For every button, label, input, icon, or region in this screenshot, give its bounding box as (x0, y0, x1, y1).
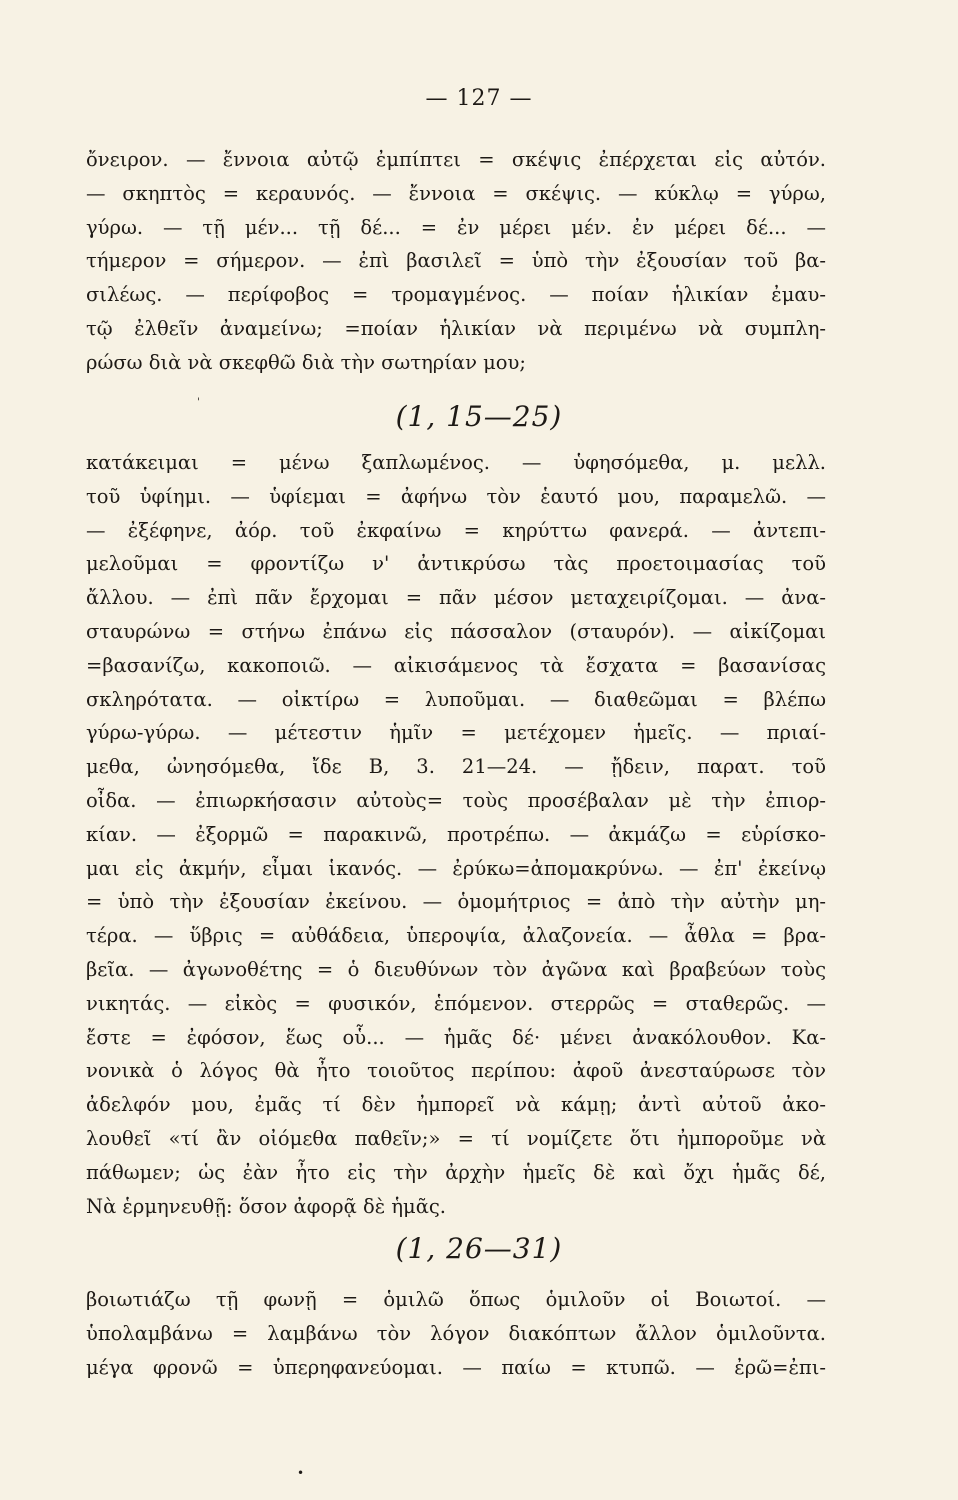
text-line: νικητάς. — εἰκὸς = φυσικόν, ἑπόμενον. στερρῶς = σταθερῶς. — (86, 991, 826, 1015)
text-line: Νὰ ἑρμηνευθῇ: ὅσον ἀφορᾷ δὲ ἡμᾶς. (86, 1194, 446, 1218)
text-line: — ἐξέφηνε, ἀόρ. τοῦ ἐκφαίνω = κηρύττω φανερά. — ἀντεπι- (86, 518, 826, 542)
text-line: =βασανίζω, κακοποιῶ. — αἰκισάμενος τὰ ἔσχατα = βασανίσας (86, 653, 826, 677)
glossary-section-3 (86, 1283, 826, 1384)
text-line: γύρω-γύρω. — μέτεστιν ἡμῖν = μετέχομεν ἡμεῖς. — πριαί- (86, 721, 826, 745)
text-line: πάθωμεν; ὡς ἐὰν ἦτο εἰς τὴν ἀρχὴν ἡμεῖς δὲ καὶ ὄχι ἡμᾶς δέ, (86, 1160, 826, 1184)
text-line: λουθεῖ «τί ἂν οἰόμεθα παθεῖν;» = τί νομίζετε ὅτι ἠμποροῦμε νὰ (86, 1126, 826, 1150)
text-line: τήμερον = σήμερον. — ἐπὶ βασιλεῖ = ὑπὸ τὴν ἐξουσίαν τοῦ βα- (86, 249, 826, 273)
glossary-section-1 (86, 143, 826, 380)
text-line: γύρω. — τῇ μέν... τῇ δέ... = ἐν μέρει μέν. ἐν μέρει δέ... — (86, 215, 826, 239)
section-heading: (1, 26—31) (395, 1232, 563, 1265)
text-line: οἶδα. — ἐπιωρκήσασιν αὐτοὺς= τοὺς προσέβαλαν μὲ τὴν ἐπιορ- (86, 788, 826, 812)
text-line: ὄνειρον. — ἔννοια αὐτῷ ἐμπίπτει = σκέψις ἐπέρχεται εἰς αὐτόν. (86, 148, 826, 171)
text-line: μελοῦμαι = φροντίζω ν' ἀντικρύσω τὰς προετοιμασίας τοῦ (86, 552, 826, 576)
text-line: ἀδελφόν μου, ἐμᾶς τί δὲν ἠμπορεῖ νὰ κάμῃ; ἀντὶ αὐτοῦ ἀκο- (86, 1093, 826, 1117)
text-line: βεῖα. — ἀγωνοθέτης = ὁ διευθύνων τὸν ἀγῶνα καὶ βραβεύων τοὺς (86, 957, 826, 981)
text-line: τέρα. — ὕβρις = αὐθάδεια, ὑπεροψία, ἀλαζονεία. — ἆθλα = βρα- (86, 924, 826, 948)
text-line: κίαν. — ἐξορμῶ = παρακινῶ, προτρέπω. — ἀκμάζω = εὑρίσκο- (86, 822, 826, 846)
text-line: τοῦ ὑφίημι. — ὑφίεμαι = ἀφήνω τὸν ἑαυτό μου, παραμελῶ. — (86, 484, 826, 508)
text-line: σκληρότατα. — οἰκτίρω = λυποῦμαι. — διαθεῶμαι = βλέπω (86, 687, 826, 711)
text-line: ἄλλου. — ἐπὶ πᾶν ἔρχομαι = πᾶν μέσον μεταχειρίζομαι. — ἀνα- (86, 586, 826, 610)
text-line: — σκηπτὸς = κεραυνός. — ἔννοια = σκέψις. — κύκλῳ = γύρω, (86, 181, 826, 205)
text-line: κατάκειμαι = μένω ξαπλωμένος. — ὑφησόμεθα, μ. μελλ. (86, 451, 826, 474)
text-line: μεθα, ὠνησόμεθα, ἴδε Β, 3. 21—24. — ᾔδειν, παρατ. τοῦ (86, 755, 826, 779)
text-line: μαι εἰς ἀκμήν, εἶμαι ἱκανός. — ἐρύκω=ἀπομακρύνω. — ἐπ' ἐκείνῳ (86, 856, 826, 880)
text-line: νονικὰ ὁ λόγος θὰ ἦτο τοιοῦτος περίπου: ἀφοῦ ἀνεσταύρωσε τὸν (86, 1059, 826, 1083)
section-heading: (1, 15—25) (395, 400, 563, 433)
text-line: σιλέως. — περίφοβος = τρομαγμένος. — ποίαν ἡλικίαν ἐμαυ- (86, 283, 826, 307)
text-line: τῷ ἐλθεῖν ἀναμείνω; =ποίαν ἡλικίαν νὰ περιμένω νὰ συμπλη- (86, 316, 826, 340)
text-line: βοιωτιάζω τῇ φωνῇ = ὁμιλῶ ὅπως ὁμιλοῦν οἱ Βοιωτοί. — (86, 1288, 826, 1311)
footer-mark: • (297, 1466, 305, 1480)
text-line: ὑπολαμβάνω = λαμβάνω τὸν λόγον διακόπτων ἄλλον ὁμιλοῦντα. (86, 1321, 826, 1345)
stray-mark: ' (197, 397, 200, 408)
text-line: μέγα φρονῶ = ὑπερηφανεύομαι. — παίω = κτυπῶ. — ἐρῶ=ἐπι- (86, 1355, 826, 1379)
text-line: ἔστε = ἐφόσον, ἕως οὗ... — ἡμᾶς δέ· μένει ἀνακόλουθον. Κα- (86, 1025, 826, 1049)
text-line: = ὑπὸ τὴν ἐξουσίαν ἐκείνου. — ὁμομήτριος = ἀπὸ τὴν αὐτὴν μη- (86, 890, 826, 914)
text-line: σταυρώνω = στήνω ἐπάνω εἰς πάσσαλον (σταυρόν). — αἰκίζομαι (86, 619, 826, 643)
glossary-section-2 (86, 446, 826, 1223)
text-line: ρώσω διὰ νὰ σκεφθῶ διὰ τὴν σωτηρίαν μου; (86, 350, 526, 374)
page-number: — 127 — (425, 86, 533, 111)
